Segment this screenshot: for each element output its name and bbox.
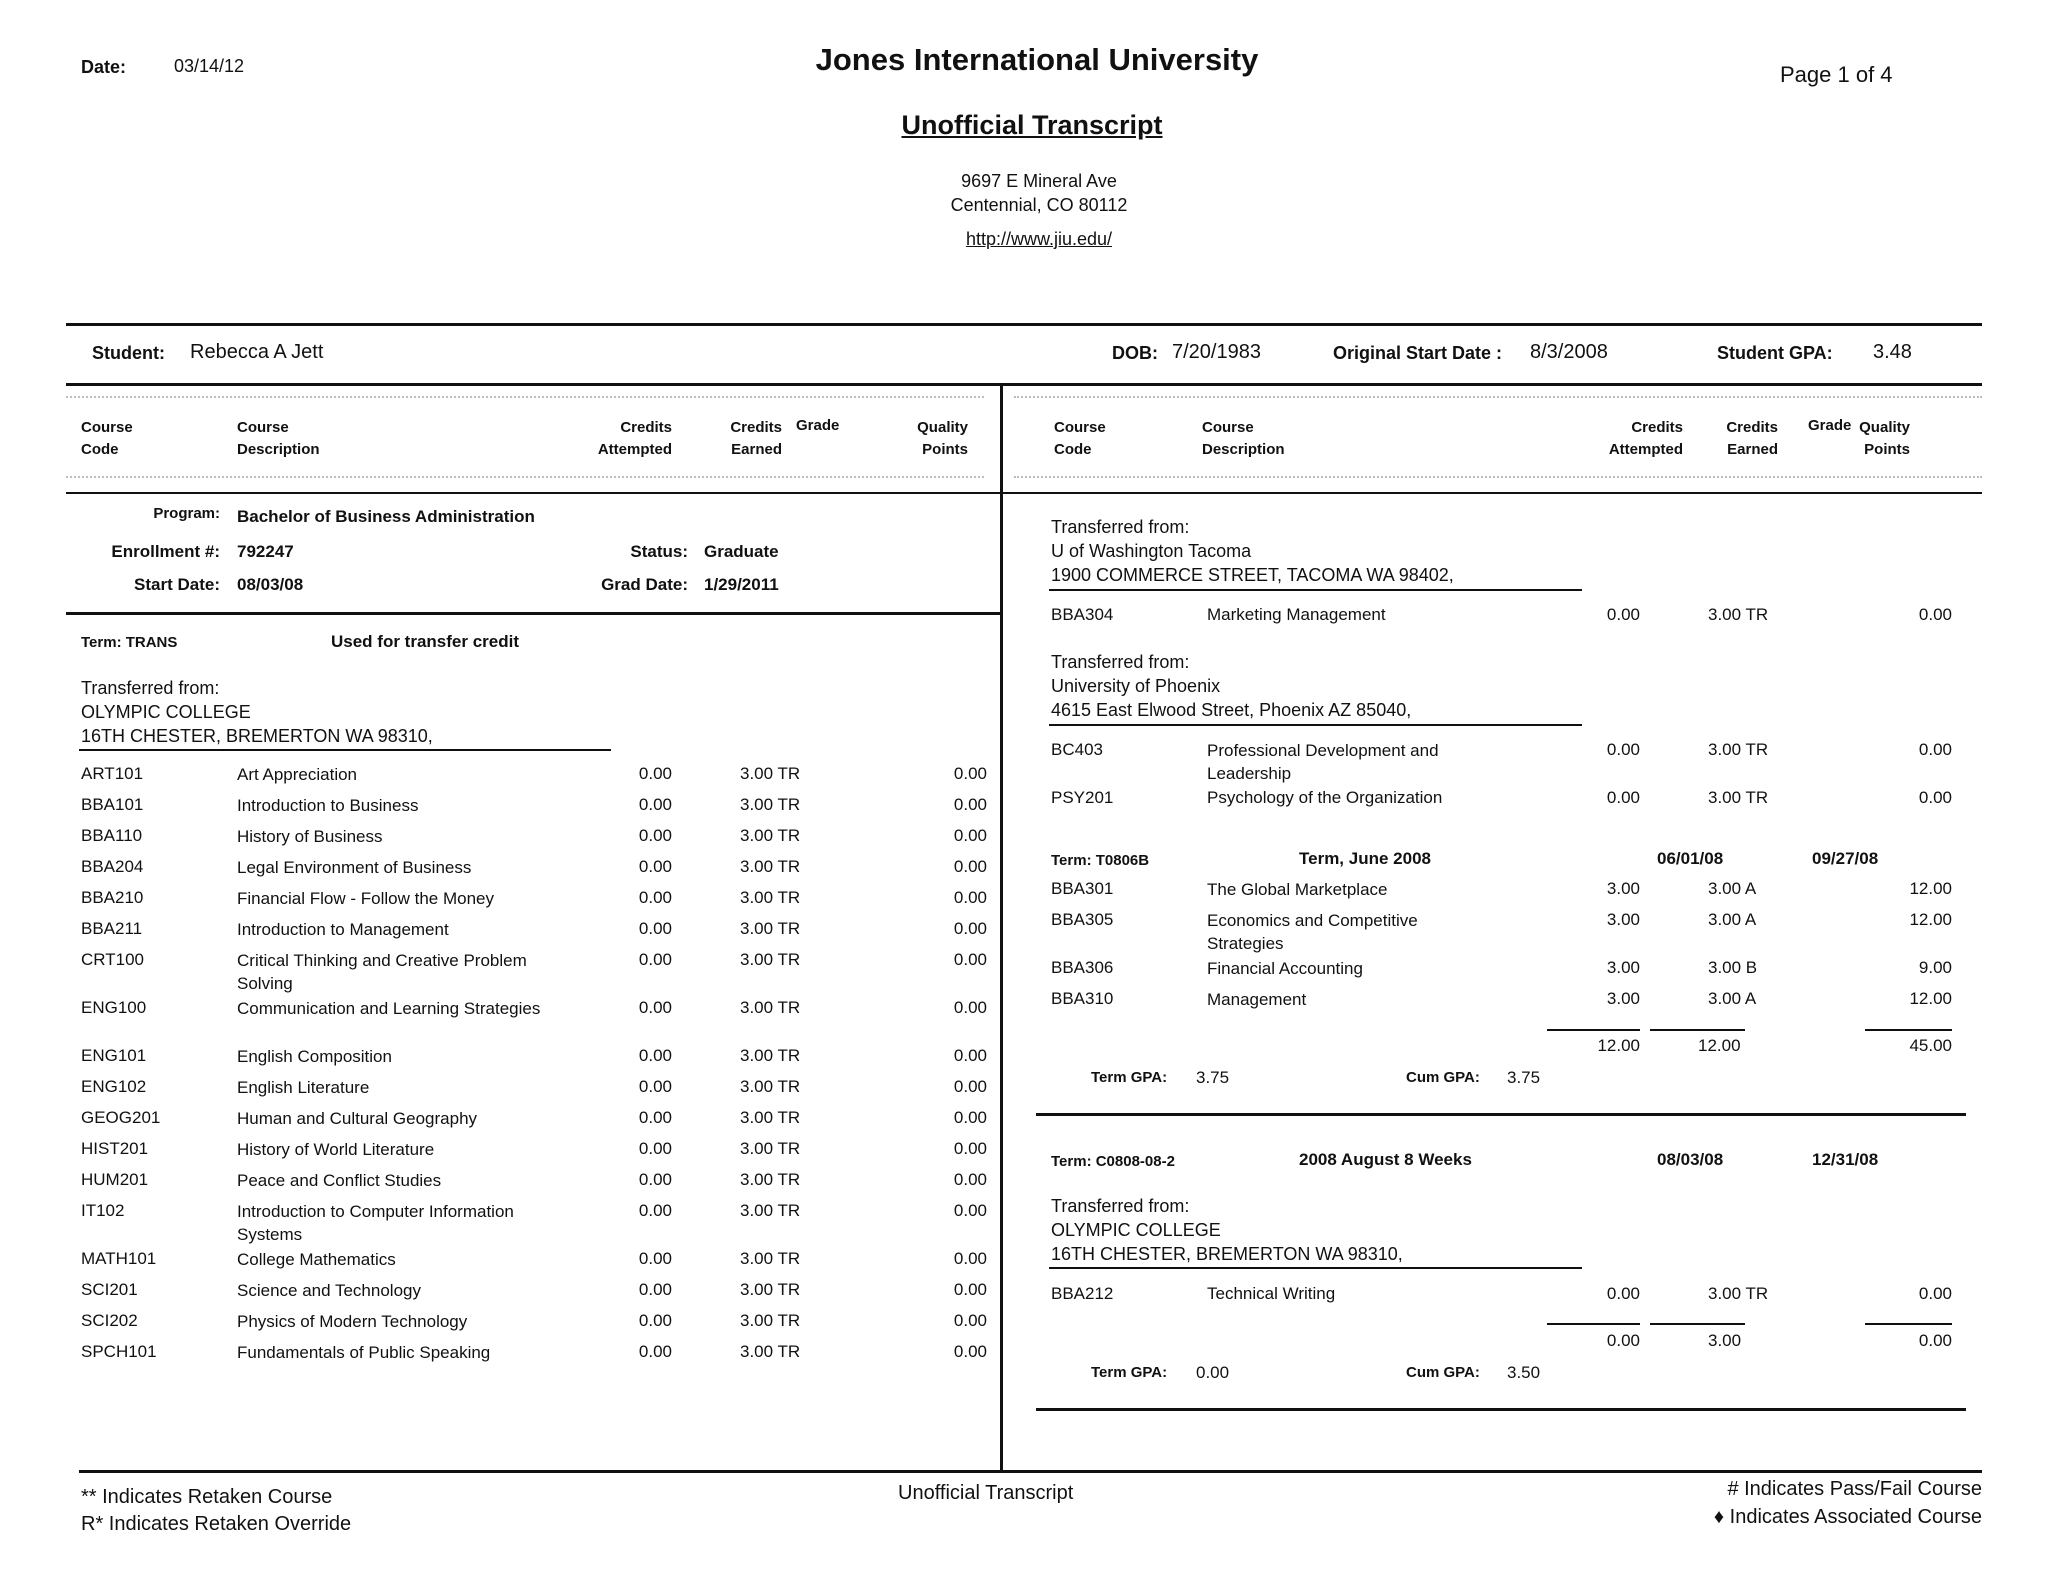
course-description: Marketing Management — [1207, 605, 1386, 624]
quality-points: 12.00 — [1909, 910, 1952, 929]
credits-attempted: 0.00 — [638, 1311, 672, 1330]
credits-attempted: 0.00 — [638, 826, 672, 845]
address-line-1: 9697 E Mineral Ave — [961, 171, 1117, 191]
col-credits-earned-header: Credits Earned — [730, 419, 782, 458]
course-code: HIST201 — [81, 1139, 149, 1158]
course-description: Professional Development and Leadership — [1207, 741, 1439, 783]
dotted-rule — [1014, 476, 1982, 478]
course-code: BBA304 — [1051, 605, 1114, 624]
quality-points: 0.00 — [953, 950, 987, 969]
footer-legend-right: # Indicates Pass/Fail Course ♦ Indicates Associated Course — [1713, 1478, 1982, 1528]
course-description: Introduction to Computer Information Systems — [237, 1202, 514, 1244]
transfer-source: Transferred from: University of Phoenix 4615 East Elwood Street, Phoenix AZ 85040, — [1051, 652, 1412, 720]
course-code: ART101 — [81, 764, 144, 783]
credits-attempted: 3.00 — [1606, 989, 1640, 1008]
report-date: 03/14/12 — [174, 56, 245, 76]
course-code: BBA210 — [81, 888, 144, 907]
program-label: Program: — [153, 505, 220, 522]
course-description: Financial Accounting — [1207, 959, 1363, 978]
total-rule — [1865, 1323, 1952, 1325]
course-code: BBA204 — [81, 857, 144, 876]
term-end-date: 09/27/08 — [1812, 849, 1879, 868]
divider — [1049, 724, 1582, 726]
term-start-date: 06/01/08 — [1657, 849, 1724, 868]
credits-earned-grade: 3.00 TR — [740, 1342, 801, 1361]
credits-earned-grade: 3.00 TR — [740, 1201, 801, 1220]
credits-attempted: 0.00 — [1606, 788, 1640, 807]
document-title: Unofficial Transcript — [901, 110, 1163, 140]
credits-earned-grade: 3.00 TR — [740, 950, 801, 969]
quality-points: 0.00 — [953, 919, 987, 938]
credits-attempted: 0.00 — [638, 1280, 672, 1299]
credits-earned-grade: 3.00 TR — [740, 919, 801, 938]
course-description: Fundamentals of Public Speaking — [237, 1343, 491, 1362]
term-gpa: 3.75 — [1196, 1068, 1230, 1087]
term-description: Used for transfer credit — [331, 632, 519, 651]
credits-earned-grade: 3.00 TR — [740, 888, 801, 907]
quality-points: 0.00 — [953, 795, 987, 814]
credits-attempted: 0.00 — [638, 1077, 672, 1096]
credits-attempted: 0.00 — [1606, 1284, 1640, 1303]
credits-earned-grade: 3.00 TR — [740, 998, 801, 1017]
transfer-source: Transferred from: U of Washington Tacoma 1900 COMMERCE STREET, TACOMA WA 98402, — [1051, 517, 1454, 585]
quality-points: 0.00 — [953, 888, 987, 907]
quality-points: 0.00 — [953, 1139, 987, 1158]
course-description: Critical Thinking and Creative Problem Solving — [237, 951, 527, 993]
credits-earned-grade: 3.00 TR — [740, 826, 801, 845]
course-description: Physics of Modern Technology — [237, 1312, 468, 1331]
divider — [1036, 1408, 1966, 1411]
course-description: Introduction to Management — [237, 920, 449, 939]
quality-points: 0.00 — [953, 764, 987, 783]
course-description: Science and Technology — [237, 1281, 421, 1300]
grad-date-label: Grad Date: — [601, 575, 688, 594]
course-code: PSY201 — [1051, 788, 1114, 807]
quality-points: 0.00 — [953, 1170, 987, 1189]
credits-earned-grade: 3.00 TR — [740, 1280, 801, 1299]
credits-attempted: 0.00 — [638, 1170, 672, 1189]
dotted-rule — [66, 476, 984, 478]
course-code: MATH101 — [81, 1249, 157, 1268]
term-description: 2008 August 8 Weeks — [1299, 1150, 1472, 1169]
credits-attempted: 0.00 — [638, 764, 672, 783]
program-name: Bachelor of Business Administration — [237, 507, 535, 526]
address-line-2: Centennial, CO 80112 — [950, 195, 1128, 215]
credits-earned-grade: 3.00 TR — [740, 857, 801, 876]
course-description: Peace and Conflict Studies — [237, 1171, 442, 1190]
credits-earned-grade: 3.00 A — [1708, 910, 1757, 929]
course-code: BBA301 — [1051, 879, 1114, 898]
credits-attempted: 0.00 — [1606, 605, 1640, 624]
course-description: English Literature — [237, 1078, 370, 1097]
divider — [79, 749, 611, 751]
course-description: History of Business — [237, 827, 383, 846]
quality-points: 0.00 — [953, 998, 987, 1017]
cum-gpa-label: Cum GPA: — [1406, 1364, 1480, 1381]
credits-earned-grade: 3.00 A — [1708, 879, 1757, 898]
course-code: SCI201 — [81, 1280, 138, 1299]
total-rule — [1547, 1323, 1640, 1325]
course-code: BBA306 — [1051, 958, 1114, 977]
enrollment-label: Enrollment #: — [111, 542, 220, 561]
column-divider — [1000, 383, 1003, 1471]
course-description: The Global Marketplace — [1207, 880, 1388, 899]
course-description: Economics and Competitive Strategies — [1207, 911, 1418, 953]
divider — [66, 492, 1982, 494]
start-date-value: 08/03/08 — [237, 575, 304, 594]
university-url-link[interactable]: http://www.jiu.edu/ — [965, 229, 1113, 249]
quality-points: 0.00 — [953, 1077, 987, 1096]
credits-attempted: 0.00 — [638, 1046, 672, 1065]
cum-gpa: 3.75 — [1507, 1068, 1541, 1087]
page-number: Page 1 of 4 — [1780, 62, 1893, 87]
term-label: Term: T0806B — [1051, 852, 1150, 869]
total-credits-attempted: 0.00 — [1606, 1331, 1640, 1350]
divider — [1036, 1113, 1966, 1116]
course-code: BBA101 — [81, 795, 144, 814]
credits-earned-grade: 3.00 TR — [740, 1077, 801, 1096]
credits-earned-grade: 3.00 TR — [740, 795, 801, 814]
credits-attempted: 0.00 — [638, 998, 672, 1017]
credits-earned-grade: 3.00 TR — [1708, 1284, 1769, 1303]
credits-earned-grade: 3.00 B — [1708, 958, 1758, 977]
credits-earned-grade: 3.00 TR — [1708, 605, 1769, 624]
course-description: Human and Cultural Geography — [237, 1109, 478, 1128]
status-label: Status: — [630, 542, 688, 561]
dotted-rule — [66, 396, 984, 398]
status-value: Graduate — [704, 542, 779, 561]
course-code: IT102 — [81, 1201, 125, 1220]
student-gpa-label: Student GPA: — [1717, 343, 1833, 363]
credits-attempted: 3.00 — [1606, 910, 1640, 929]
total-rule — [1650, 1029, 1745, 1031]
student-gpa: 3.48 — [1873, 341, 1912, 363]
footer-legend-left: ** Indicates Retaken Course R* Indicates Retaken Override — [81, 1486, 352, 1535]
credits-earned-grade: 3.00 TR — [740, 1108, 801, 1127]
course-code: BBA310 — [1051, 989, 1114, 1008]
course-description: Financial Flow - Follow the Money — [237, 889, 494, 908]
credits-earned-grade: 3.00 TR — [740, 1139, 801, 1158]
course-code: GEOG201 — [81, 1108, 161, 1127]
col-grade-header: Grade — [1808, 417, 1852, 434]
credits-earned-grade: 3.00 TR — [740, 1170, 801, 1189]
course-description: Management — [1207, 990, 1307, 1009]
credits-earned-grade: 3.00 TR — [740, 1311, 801, 1330]
credits-earned-grade: 3.00 A — [1708, 989, 1757, 1008]
course-code: SPCH101 — [81, 1342, 157, 1361]
course-description: History of World Literature — [237, 1140, 435, 1159]
course-description: College Mathematics — [237, 1250, 396, 1269]
transfer-source: Transferred from: OLYMPIC COLLEGE 16TH CHESTER, BREMERTON WA 98310, — [81, 678, 433, 746]
total-rule — [1865, 1029, 1952, 1031]
course-code: BBA211 — [81, 919, 143, 938]
credits-attempted: 0.00 — [638, 1249, 672, 1268]
credits-earned-grade: 3.00 TR — [740, 764, 801, 783]
term-description: Term, June 2008 — [1299, 849, 1431, 868]
course-code: ENG101 — [81, 1046, 147, 1065]
col-grade-header: Grade — [796, 417, 840, 434]
col-credits-earned-header: Credits Earned — [1726, 419, 1778, 458]
course-description: Psychology of the Organization — [1207, 788, 1443, 807]
quality-points: 12.00 — [1909, 879, 1952, 898]
credits-attempted: 0.00 — [638, 1139, 672, 1158]
footer-rule — [79, 1470, 1982, 1473]
col-course-code-header: Course Code — [81, 419, 133, 458]
university-name: Jones International University — [815, 42, 1259, 77]
course-description: Legal Environment of Business — [237, 858, 472, 877]
original-start-date: 8/3/2008 — [1530, 341, 1608, 363]
credits-attempted: 0.00 — [638, 795, 672, 814]
total-credits-earned: 12.00 — [1698, 1036, 1741, 1055]
col-credits-attempted-header: Credits Attempted — [597, 419, 672, 458]
credits-attempted: 0.00 — [638, 888, 672, 907]
student-name: Rebecca A Jett — [190, 341, 324, 363]
course-code: BBA305 — [1051, 910, 1114, 929]
total-credits-earned: 3.00 — [1708, 1331, 1742, 1350]
credits-attempted: 0.00 — [1606, 740, 1640, 759]
date-label: Date: — [81, 57, 127, 77]
total-quality-points: 0.00 — [1918, 1331, 1952, 1350]
course-description: Art Appreciation — [237, 765, 358, 784]
quality-points: 0.00 — [953, 1280, 987, 1299]
credits-earned-grade: 3.00 TR — [740, 1046, 801, 1065]
transfer-source: Transferred from: OLYMPIC COLLEGE 16TH CHESTER, BREMERTON WA 98310, — [1051, 1196, 1403, 1264]
course-code: BBA212 — [1051, 1284, 1114, 1303]
course-code: HUM201 — [81, 1170, 149, 1189]
total-rule — [1547, 1029, 1640, 1031]
col-quality-points-header: Quality Points — [1859, 419, 1910, 458]
term-gpa-label: Term GPA: — [1091, 1069, 1168, 1086]
total-quality-points: 45.00 — [1909, 1036, 1952, 1055]
cum-gpa: 3.50 — [1507, 1363, 1541, 1382]
footer-title: Unofficial Transcript — [898, 1482, 1074, 1504]
quality-points: 0.00 — [1918, 605, 1952, 624]
quality-points: 0.00 — [953, 1311, 987, 1330]
divider — [66, 612, 1000, 615]
credits-attempted: 0.00 — [638, 857, 672, 876]
cum-gpa-label: Cum GPA: — [1406, 1069, 1480, 1086]
col-description-header: Course Description — [1202, 419, 1285, 458]
term-end-date: 12/31/08 — [1812, 1150, 1879, 1169]
credits-attempted: 0.00 — [638, 950, 672, 969]
divider — [66, 383, 1982, 386]
term-label: Term: TRANS — [81, 634, 178, 651]
quality-points: 0.00 — [1918, 788, 1952, 807]
course-code: ENG100 — [81, 998, 147, 1017]
quality-points: 0.00 — [953, 1046, 987, 1065]
dob-value: 7/20/1983 — [1172, 341, 1261, 363]
course-code: ENG102 — [81, 1077, 147, 1096]
course-description: Communication and Learning Strategies — [237, 999, 541, 1018]
dob-label: DOB: — [1112, 343, 1158, 363]
quality-points: 0.00 — [1918, 1284, 1952, 1303]
credits-attempted: 0.00 — [638, 1201, 672, 1220]
start-date-label: Start Date: — [134, 575, 220, 594]
col-quality-points-header: Quality Points — [917, 419, 968, 458]
credits-attempted: 0.00 — [638, 919, 672, 938]
dotted-rule — [1014, 396, 1982, 398]
credits-attempted: 0.00 — [638, 1108, 672, 1127]
term-label: Term: C0808-08-2 — [1051, 1153, 1175, 1170]
quality-points: 0.00 — [953, 1249, 987, 1268]
credits-attempted: 0.00 — [638, 1342, 672, 1361]
quality-points: 0.00 — [953, 1342, 987, 1361]
quality-points: 0.00 — [953, 1108, 987, 1127]
total-rule — [1650, 1323, 1745, 1325]
credits-attempted: 3.00 — [1606, 958, 1640, 977]
term-gpa-label: Term GPA: — [1091, 1364, 1168, 1381]
term-start-date: 08/03/08 — [1657, 1150, 1724, 1169]
quality-points: 0.00 — [953, 826, 987, 845]
quality-points: 0.00 — [953, 857, 987, 876]
divider — [1049, 589, 1582, 591]
original-start-label: Original Start Date : — [1333, 343, 1503, 363]
credits-earned-grade: 3.00 TR — [1708, 740, 1769, 759]
term-gpa: 0.00 — [1196, 1363, 1230, 1382]
enrollment-number: 792247 — [237, 542, 294, 561]
course-description: Technical Writing — [1207, 1284, 1336, 1303]
credits-earned-grade: 3.00 TR — [1708, 788, 1769, 807]
divider — [1049, 1267, 1582, 1269]
course-code: BBA110 — [81, 826, 143, 845]
col-credits-attempted-header: Credits Attempted — [1608, 419, 1683, 458]
quality-points: 0.00 — [953, 1201, 987, 1220]
quality-points: 12.00 — [1909, 989, 1952, 1008]
credits-earned-grade: 3.00 TR — [740, 1249, 801, 1268]
course-code: CRT100 — [81, 950, 144, 969]
course-description: English Composition — [237, 1047, 392, 1066]
credits-attempted: 3.00 — [1606, 879, 1640, 898]
divider — [66, 323, 1982, 326]
course-code: SCI202 — [81, 1311, 138, 1330]
course-description: Introduction to Business — [237, 796, 419, 815]
col-description-header: Course Description — [237, 419, 320, 458]
quality-points: 0.00 — [1918, 740, 1952, 759]
course-code: BC403 — [1051, 740, 1103, 759]
total-credits-attempted: 12.00 — [1597, 1036, 1640, 1055]
col-course-code-header: Course Code — [1054, 419, 1106, 458]
student-label: Student: — [92, 343, 165, 363]
quality-points: 9.00 — [1918, 958, 1952, 977]
grad-date-value: 1/29/2011 — [704, 575, 779, 594]
